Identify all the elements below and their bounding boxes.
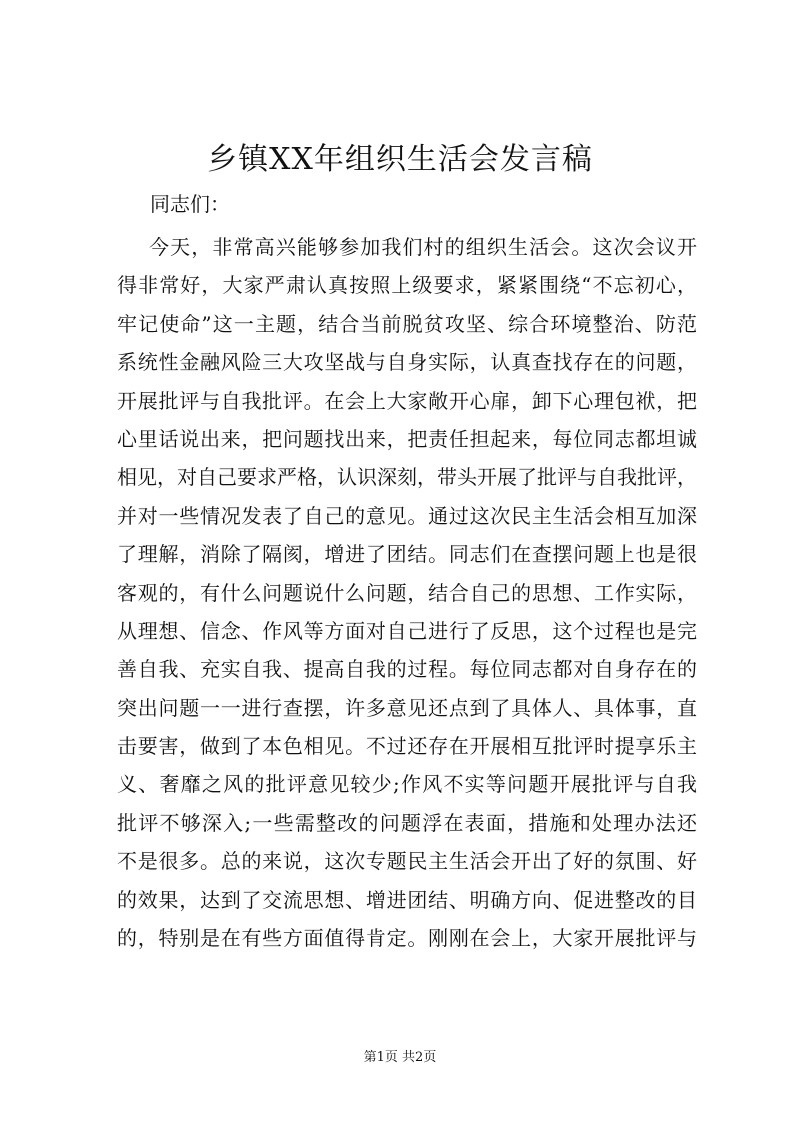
paragraph-line: 从理想、信念、作风等方面对自己进行了反思，这个过程也是完 [117, 618, 697, 643]
paragraph-line: 相见，对自己要求严格，认识深刻，带头开展了批评与自我批评， [117, 465, 697, 490]
page-footer: 第1页 共2页 [363, 1050, 437, 1065]
paragraph-line: 了理解，消除了隔阂，增进了团结。同志们在查摆问题上也是很 [117, 542, 697, 567]
paragraph-line: 开展批评与自我批评。在会上大家敞开心扉，卸下心理包袱，把 [117, 388, 697, 413]
paragraph-line: 并对一些情况发表了自己的意见。通过这次民主生活会相互加深 [117, 503, 697, 528]
paragraph-line: 不是很多。总的来说，这次专题民主生活会开出了好的氛围、好 [117, 849, 697, 874]
body-paragraph [117, 228, 697, 957]
paragraph-line: 批评不够深入;一些需整改的问题浮在表面，措施和处理办法还 [117, 810, 697, 835]
paragraph-line: 客观的，有什么问题说什么问题，结合自己的思想、工作实际， [117, 580, 697, 605]
paragraph-line: 的效果，达到了交流思想、增进团结、明确方向、促进整改的目 [117, 887, 697, 912]
paragraph-line: 的，特别是在有些方面值得肯定。刚刚在会上，大家开展批评与 [117, 926, 697, 951]
paragraph-line: 心里话说出来，把问题找出来，把责任担起来，每位同志都坦诚 [117, 426, 697, 451]
paragraph-line: 击要害，做到了本色相见。不过还存在开展相互批评时提享乐主 [117, 734, 697, 759]
paragraph-line: 今天，非常高兴能够参加我们村的组织生活会。这次会议开 [149, 235, 697, 259]
paragraph-line: 牢记使命”这一主题，结合当前脱贫攻坚、综合环境整治、防范 [117, 311, 697, 336]
paragraph-line: 系统性金融风险三大攻坚战与自身实际，认真查找存在的问题， [117, 350, 697, 375]
document-title: 乡镇XX年组织生活会发言稿 [207, 142, 593, 177]
paragraph-line: 义、奢靡之风的批评意见较少;作风不实等问题开展批评与自我 [117, 772, 697, 797]
paragraph-line: 得非常好，大家严肃认真按照上级要求，紧紧围绕“不忘初心， [117, 273, 697, 298]
paragraph-line: 突出问题一一进行查摆，许多意见还点到了具体人、具体事，直 [117, 695, 697, 720]
salutation: 同志们： [150, 192, 230, 216]
paragraph-line: 善自我、充实自我、提高自我的过程。每位同志都对自身存在的 [117, 657, 697, 682]
